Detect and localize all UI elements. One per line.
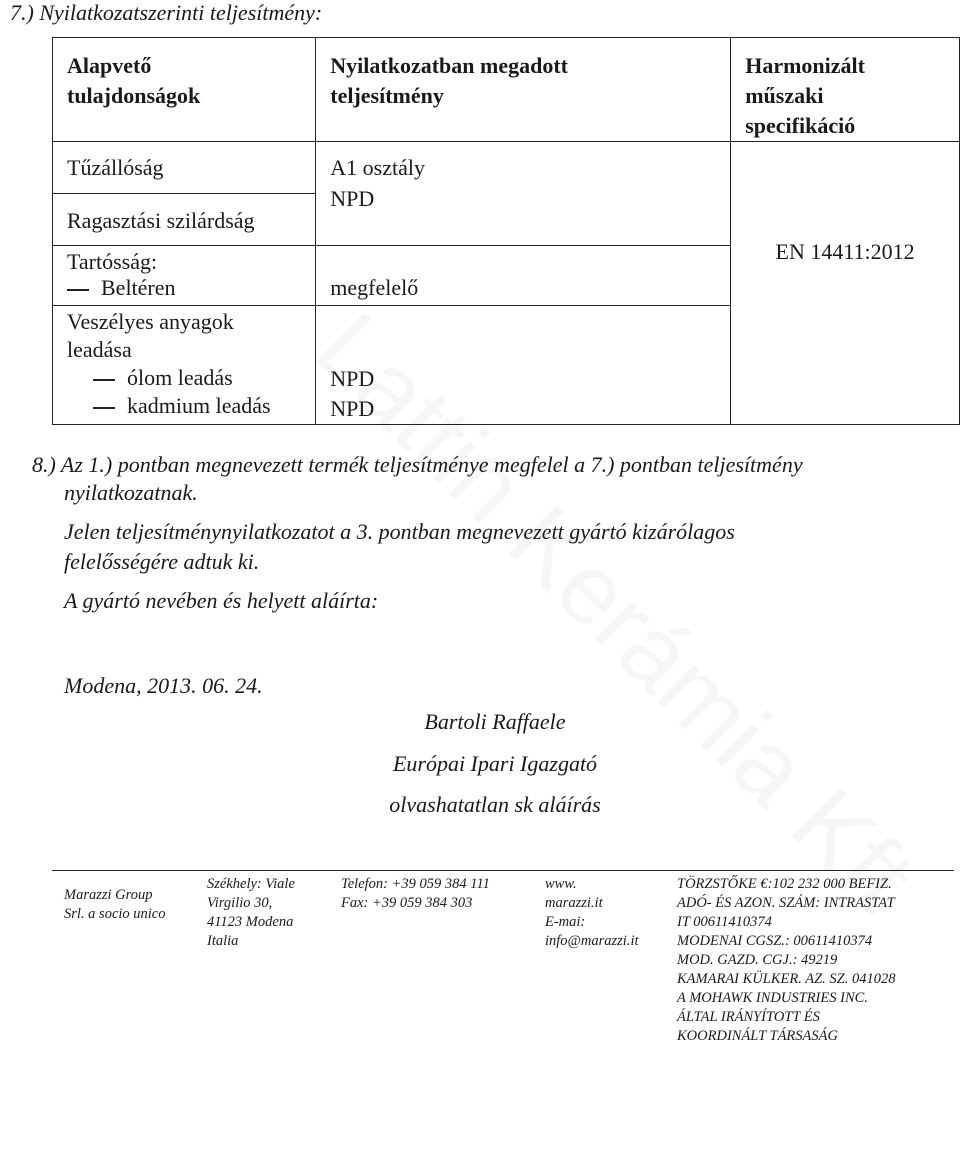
spec-cell: EN 14411:2012 — [731, 142, 960, 425]
performance-table — [52, 37, 960, 425]
row-value-fire: A1 osztály — [316, 142, 731, 194]
section-7-title: 7.) Nyilatkozatszerinti teljesítmény: — [10, 0, 323, 25]
dash-icon — [93, 379, 115, 381]
row-label-hazardous: Veszélyes anyagok leadása ólom leadás kadmium leadás — [53, 306, 316, 425]
header-essential-characteristics: Alapvető tulajdonságok — [53, 38, 316, 142]
section-8-paragraph-2-line-2: felelősségére adtuk ki. — [64, 549, 260, 574]
section-8-paragraph-2-line-1: Jelen teljesítménynyilatkozatot a 3. pontban megnevezett gyártó kizárólagos — [64, 519, 735, 544]
signed-on-behalf: A gyártó nevében és helyett aláírta: — [64, 588, 379, 613]
row-label-durability: Tartósság: Beltéren — [53, 246, 316, 306]
footer-divider — [52, 870, 954, 871]
footer-company: Marazzi Group Srl. a socio unico — [64, 887, 166, 922]
row-value-adhesion: NPD — [316, 194, 731, 246]
header-harmonized-spec: Harmonizált műszaki specifikáció — [731, 38, 960, 142]
table-header-row — [53, 38, 960, 142]
footer-address: Székhely: Viale Virgilio 30, 41123 Modena Italia — [207, 876, 295, 949]
row-value-durability: megfelelő — [316, 246, 731, 306]
row-label-adhesion: Ragasztási szilárdság — [53, 194, 316, 246]
dash-icon — [67, 289, 89, 291]
footer-phone: Telefon: +39 059 384 111 Fax: +39 059 384 303 — [341, 876, 490, 911]
signature-note: olvashatatlan sk aláírás — [389, 792, 601, 817]
place-date: Modena, 2013. 06. 24. — [64, 673, 263, 698]
dash-icon — [93, 407, 115, 409]
header-declared-performance: Nyilatkozatban megadott teljesítmény — [316, 38, 731, 142]
signatory-title: Európai Ipari Igazgató — [392, 751, 598, 776]
row-value-hazardous: NPD NPD — [316, 306, 731, 425]
section-8-line-1: 8.) Az 1.) pontban megnevezett termék teljesítménye megfelel a 7.) pontban teljesítmény — [32, 452, 803, 477]
signatory-name: Bartoli Raffaele — [424, 709, 566, 734]
row-label-fire: Tűzállóság — [53, 142, 316, 194]
footer-web: www. marazzi.it E-mai: info@marazzi.it — [545, 876, 639, 949]
footer-registry: TÖRZSTŐKE €:102 232 000 BEFIZ. ADÓ- ÉS AZON. SZÁM: INTRASTAT IT 00611410374 MODENAI CGSZ.: 00611410374 MOD. GAZD. CGJ.: 49219 KAMARAI KÜLKER. AZ. SZ. 041028 A MOHAWK INDUSTRIES INC. ÁLTAL IRÁNYÍTOTT ÉS KOORDINÁLT TÁRSASÁG — [677, 876, 896, 1044]
section-8-line-2: nyilatkozatnak. — [64, 480, 198, 505]
